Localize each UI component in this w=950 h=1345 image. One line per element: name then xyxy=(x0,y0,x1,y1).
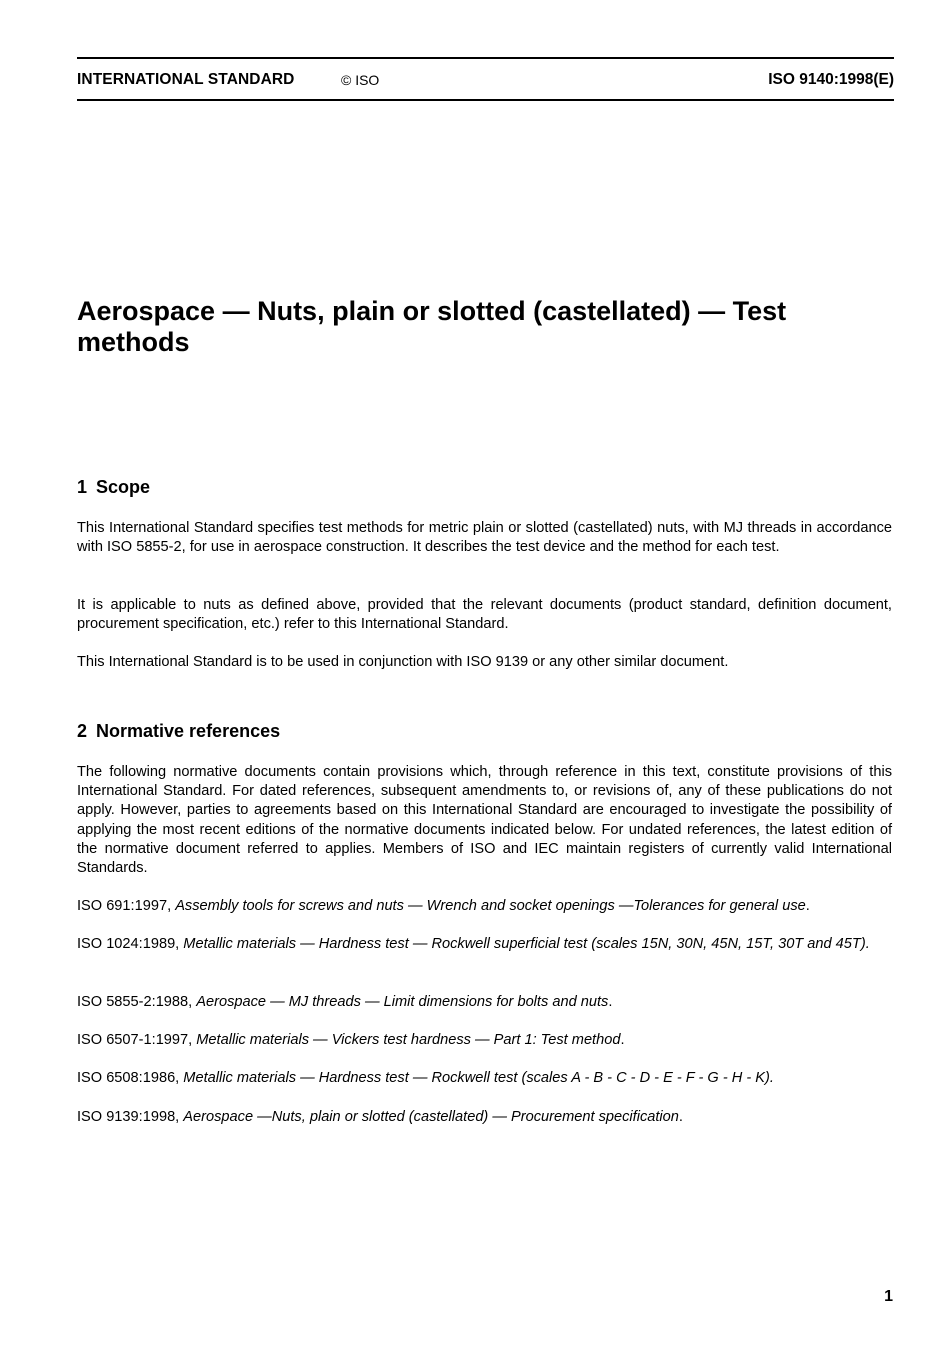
scope-paragraph-3: This International Standard is to be used in conjunction with ISO 9139 or any other similar document. xyxy=(77,654,729,670)
section-heading-scope xyxy=(77,477,150,498)
normative-intro-paragraph: The following normative documents contain provisions which, through reference in this text, constitute provisions of this International Standard. For dated references, subsequent amendments to, or revisions of, any of these publications do not apply. However, parties to agreements based on this International Standard are encouraged to investigate the possibility of applying the most recent editions of the normative documents indicated below. For undated references, the latest edition of the normative document referred to applies. Members of ISO and IEC maintain registers of currently valid International Standards. xyxy=(77,764,892,877)
reference-end: . xyxy=(678,1109,683,1125)
document-title: Aerospace — Nuts, plain or slotted (castellated) — Test methods xyxy=(77,296,787,357)
reference-title: Aerospace — MJ threads — Limit dimensions for bolts and nuts xyxy=(196,994,609,1010)
section-number: 2 xyxy=(77,721,88,741)
reference-code: ISO 691:1997, xyxy=(77,898,176,914)
page-number: 1 xyxy=(884,1288,893,1305)
section-number: 1 xyxy=(77,477,88,497)
scope-paragraph-1: This International Standard specifies test methods for metric plain or slotted (castellated) nuts, with MJ threads in accordance with ISO 5855-2, for use in aerospace construction. It describes the test device and the method for each test. xyxy=(77,520,892,556)
reference-code: ISO 9139:1998, xyxy=(77,1109,184,1125)
reference-end: . xyxy=(805,898,810,914)
reference-iso-6507-1 xyxy=(77,1031,892,1050)
reference-title: Assembly tools for screws and nuts — Wrench and socket openings —Tolerances for general use xyxy=(175,898,806,914)
reference-code: ISO 1024:1989, xyxy=(77,936,184,952)
reference-code: ISO 5855-2:1988, xyxy=(77,994,197,1010)
section-heading-normative-references xyxy=(77,721,280,742)
reference-title: Aerospace —Nuts, plain or slotted (castellated) — Procurement specification xyxy=(183,1109,679,1125)
scope-paragraph-2: It is applicable to nuts as defined above, provided that the relevant documents (product standard, definition document, procurement specification, etc.) refer to this International Standard. xyxy=(77,597,892,633)
reference-code: ISO 6508:1986, xyxy=(77,1070,184,1086)
reference-iso-5855-2 xyxy=(77,993,892,1012)
header-doc-number: ISO 9140:1998(E) xyxy=(768,71,894,88)
reference-iso-691 xyxy=(77,897,892,916)
reference-title: Metallic materials — Hardness test — Rockwell superficial test (scales 15N, 30N, 45N, 15T, 30T and 45T). xyxy=(183,936,870,952)
reference-end: . xyxy=(608,994,613,1010)
section-title: Normative references xyxy=(96,721,281,741)
page-header xyxy=(77,57,894,101)
reference-iso-9139 xyxy=(77,1108,892,1127)
reference-title: Metallic materials — Vickers test hardness — Part 1: Test method xyxy=(196,1032,621,1048)
header-copyright: © ISO xyxy=(341,72,380,88)
reference-iso-6508 xyxy=(77,1069,892,1088)
reference-end: . xyxy=(620,1032,625,1048)
reference-code: ISO 6507-1:1997, xyxy=(77,1032,197,1048)
header-doc-type: INTERNATIONAL STANDARD xyxy=(77,71,295,88)
section-title: Scope xyxy=(96,477,151,497)
reference-title: Metallic materials — Hardness test — Rockwell test (scales A - B - C - D - E - F - G - H - K). xyxy=(183,1070,774,1086)
reference-iso-1024 xyxy=(77,935,892,954)
